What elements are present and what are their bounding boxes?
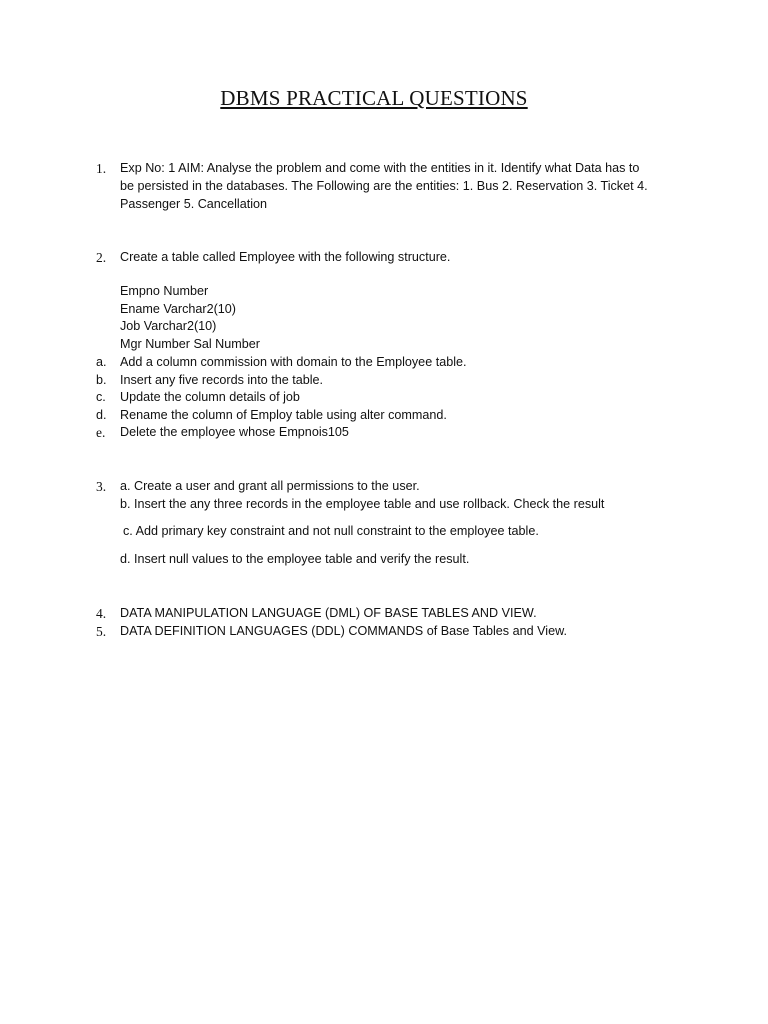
sub-item-marker: c. bbox=[96, 390, 106, 404]
structure-line: Ename Varchar2(10) bbox=[120, 302, 236, 316]
question-4-text: DATA MANIPULATION LANGUAGE (DML) OF BASE TABLES AND VIEW. bbox=[120, 606, 537, 620]
question-1-line-2: be persisted in the databases. The Following are the entities: 1. Bus 2. Reservation 3. Ticket 4. bbox=[120, 179, 648, 193]
sub-item-marker: d. bbox=[96, 408, 107, 422]
question-5-text: DATA DEFINITION LANGUAGES (DDL) COMMANDS of Base Tables and View. bbox=[120, 624, 567, 638]
question-1-line-1: Exp No: 1 AIM: Analyse the problem and come with the entities in it. Identify what Data has to bbox=[120, 161, 640, 175]
question-2-intro: Create a table called Employee with the following structure. bbox=[120, 250, 451, 264]
question-3-part-b: b. Insert the any three records in the employee table and use rollback. Check the result bbox=[120, 497, 605, 511]
question-number: 5. bbox=[96, 624, 107, 639]
sub-item-text: Add a column commission with domain to the Employee table. bbox=[120, 355, 467, 369]
question-1-line-3: Passenger 5. Cancellation bbox=[120, 197, 268, 211]
sub-item-text: Delete the employee whose Empnois105 bbox=[120, 425, 349, 439]
sub-item-marker: a. bbox=[96, 355, 107, 369]
question-number: 1. bbox=[96, 161, 107, 176]
structure-line: Mgr Number Sal Number bbox=[120, 337, 260, 351]
sub-item-text: Insert any five records into the table. bbox=[120, 373, 324, 387]
structure-line: Job Varchar2(10) bbox=[120, 319, 217, 333]
question-3-part-c: c. Add primary key constraint and not null constraint to the employee table. bbox=[123, 524, 539, 538]
structure-line: Empno Number bbox=[120, 284, 209, 298]
question-3-part-a: a. Create a user and grant all permissions to the user. bbox=[120, 479, 420, 493]
sub-item-text: Rename the column of Employ table using alter command. bbox=[120, 408, 447, 422]
sub-item-marker: e. bbox=[96, 425, 106, 440]
page-title: DBMS PRACTICAL QUESTIONS bbox=[220, 86, 528, 110]
question-number: 2. bbox=[96, 250, 107, 265]
sub-item-marker: b. bbox=[96, 373, 107, 387]
question-number: 3. bbox=[96, 479, 107, 494]
question-3-part-d: d. Insert null values to the employee table and verify the result. bbox=[120, 552, 470, 566]
sub-item-text: Update the column details of job bbox=[120, 390, 300, 404]
question-number: 4. bbox=[96, 606, 107, 621]
